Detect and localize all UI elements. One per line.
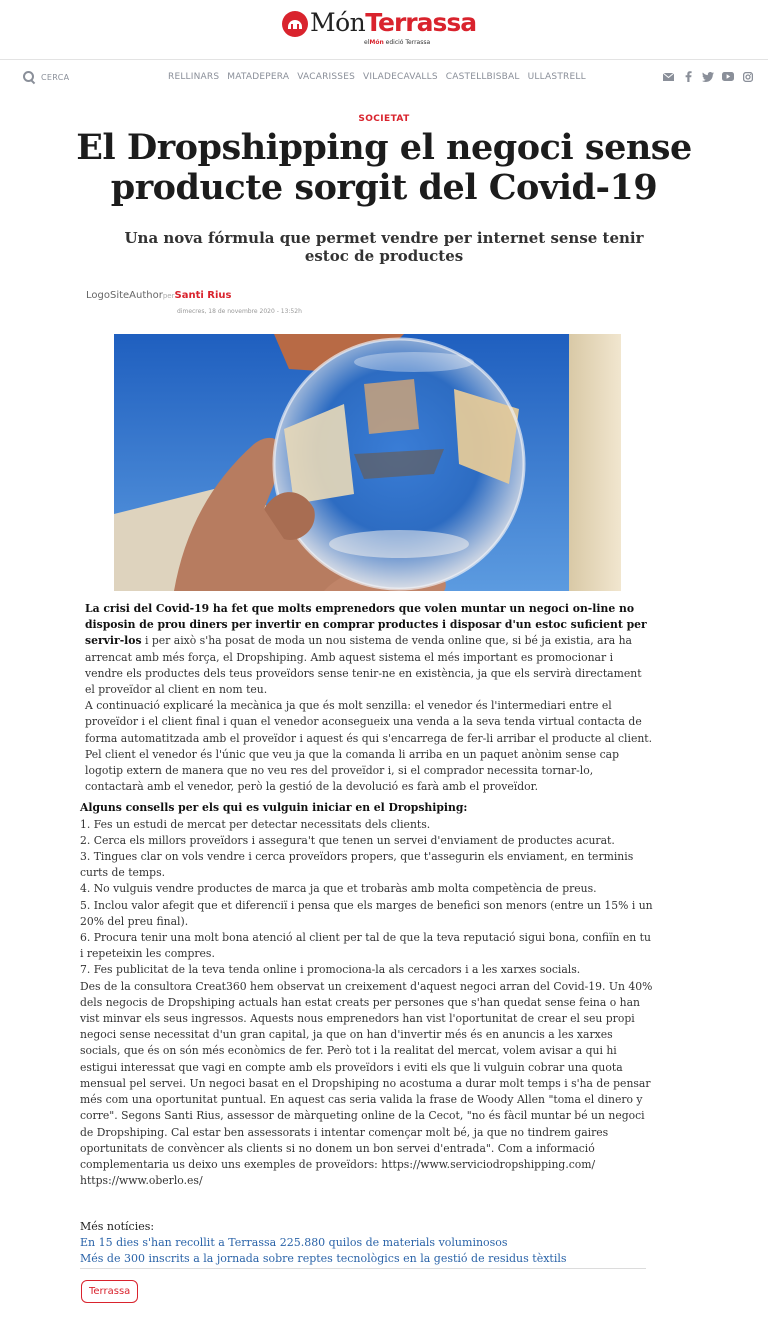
author-logo-image: LogoSiteAuthor: [86, 290, 163, 301]
closing-text: Des de la consultora Creat360 hem observat un creixement d'aquest negoci arran del Covid-19. Un 40% dels negocis de Dropshiping actuals han estat creats per persones que s'han quedat sense feina o han vist minvar els seus ingressos. Aquests nous emprenedors han vist l'oportunitat de crear el seu propi negoci sense necessitat d'un gran capital, ja que on han d'invertir més és en anuncis a les xarxes socials, que és on són més econòmics de fer. Però tot i la realitat del mercat, volem avisar a qui hi estigui interessat que vagi en compte amb els proveïdors i eviti els que li vulguin cobrar una quota mensual pel servei. Un negoci basat en el Dropshiping no acostuma a durar molt temps i s'ha de pensar més com una oportunitat puntual. En aquest cas seria valida la frase de Woody Allen "toma el dinero y corre". Segons Santi Rius, assessor de màrqueting online de la Cecot, "no és fàcil muntar bé un negoci de Dropshiping. Cal estar ben assessorats i intentar començar molt bé, ja que no tindrem gaires oportunitats de convèncer als clients si no donem un bon servei d'entrada". Com a informació complementaria us deixo uns exemples de proveïdors:: [80, 979, 653, 1171]
tip-item: 4. No vulguis vendre productes de marca ja que et trobaràs amb molta competència de preus.: [80, 882, 597, 896]
tip-item: 6. Procura tenir una molt bona atenció al client per tal de que la teva reputació sigui bona, confiïn en tu i repeteixin les compres.: [80, 931, 651, 961]
nav-link-viladecavalls[interactable]: VILADECAVALLS: [363, 72, 438, 82]
provider-link-1[interactable]: https://www.serviciodropshipping.com/: [381, 1157, 596, 1171]
lead-paragraph: [80, 601, 654, 698]
article-title: El Dropshipping el negoci sense producte sorgit del Covid-19: [76, 127, 692, 208]
more-news-title: Més notícies:: [80, 1220, 155, 1233]
more-news-link[interactable]: Més de 300 inscrits a la jornada sobre reptes tecnològics en la gestió de residus tèxtils: [80, 1252, 567, 1265]
tip-item: 3. Tingues clar on vols vendre i cerca proveïdors propers, que t'assegurin els enviament, en terminis curts de temps.: [80, 850, 634, 880]
logo-city: Terrassa: [365, 8, 477, 37]
top-nav: [0, 60, 768, 95]
edition-prefix: el: [364, 39, 370, 46]
edition-brand: Món: [369, 39, 384, 46]
edition-label: [364, 39, 430, 46]
nav-link-castellbisbal[interactable]: CASTELLBISBAL: [445, 72, 520, 82]
nav-links: [168, 72, 586, 82]
nav-link-rellinars[interactable]: RELLINARS: [168, 72, 220, 82]
site-logo[interactable]: [282, 8, 477, 46]
article-date: dimecres, 18 de novembre 2020 - 13:52h: [177, 308, 302, 315]
tips-title: Alguns consells per els qui es vulguin iniciar en el Dropshiping:: [80, 801, 468, 815]
lead-bold-text: La crisi del Covid-19 ha fet que molts emprenedors que volen muntar un negoci on-line no disposin de prou diners per invertir en comprar productes i disposar d'un estoc suficient per servir-los: [85, 602, 647, 648]
logo-mon: Món: [310, 8, 366, 37]
edition-suffix: edició Terrassa: [385, 39, 431, 46]
lead-rest-text: i per això s'ha posat de moda un nou sistema de venda online que, si bé ja existia, ara ha arrencat amb més força, el Dropshiping. Amb aquest sistema el més important es promocionar i vendre els productes dels teus proveïdors sense tenir-ne en existència, ja que els servirà directament el proveïdor al client en nom teu.: [85, 634, 642, 697]
more-news: [80, 1219, 646, 1267]
tag-terrassa[interactable]: Terrassa: [81, 1280, 138, 1303]
mail-icon[interactable]: [662, 71, 674, 82]
article-body: [80, 601, 654, 1189]
byline: [86, 290, 231, 301]
tip-item: 7. Fes publicitat de la teva tenda online i promociona-la als cercadors i a les xarxes socials.: [80, 963, 581, 977]
twitter-icon[interactable]: [702, 71, 714, 82]
provider-link-2[interactable]: https://www.oberlo.es/: [80, 1174, 203, 1188]
nav-link-matadepera[interactable]: MATADEPERA: [227, 72, 290, 82]
search-label: CERCA: [41, 72, 70, 82]
youtube-icon[interactable]: [722, 71, 734, 82]
byline-per: per: [162, 292, 175, 300]
divider: [80, 1268, 646, 1269]
tip-item: 1. Fes un estudi de mercat per detectar necessitats dels clients.: [80, 817, 431, 831]
instagram-icon[interactable]: [742, 71, 754, 82]
tip-item: 5. Inclou valor afegit que et diferenciï i pensa que els marges de benefici son menors (entre un 15% i un 20% del preu final).: [80, 898, 653, 928]
author-link[interactable]: Santi Rius: [174, 290, 232, 301]
nav-link-ullastrell[interactable]: ULLASTRELL: [527, 72, 586, 82]
site-header: [0, 0, 768, 60]
section-label[interactable]: SOCIETAT: [358, 114, 410, 124]
search-button[interactable]: [23, 71, 69, 83]
tip-item: 2. Cerca els millors proveïdors i assegura't que tenen un servei d'enviament de productes acurat.: [80, 833, 615, 847]
logo-mark-icon: [282, 11, 308, 37]
search-icon: [23, 71, 35, 83]
paragraph-2: A continuació explicaré la mecànica ja que és molt senzilla: el venedor és l'intermediari entre el proveïdor i el client final i quan el venedor aconsegueix una venda a la seva tenda virtual contacta de forma automatitzada amb el proveïdor i aquest és qui s'encarrega de fer-li arribar el producte al client. Pel client el venedor és l'únic que veu ja que la comanda li arriba en un paquet anònim sense cap logotip extern de manera que no veu res del proveïdor i, si el comprador necessita tornar-lo, contactarà amb el venedor, però la gestió de la devolució es farà amb el proveïdor.: [85, 699, 653, 794]
nav-link-vacarisses[interactable]: VACARISSES: [297, 72, 356, 82]
article-subtitle: Una nova fórmula que permet vendre per internet sense tenir estoc de productes: [124, 229, 644, 265]
social-links: [662, 71, 754, 82]
closing-paragraph: [80, 979, 654, 1190]
more-news-link[interactable]: En 15 dies s'han recollit a Terrassa 225.880 quilos de materials voluminosos: [80, 1236, 508, 1249]
article-image: [114, 334, 621, 591]
logo-text: [310, 10, 476, 36]
facebook-icon[interactable]: [682, 71, 694, 82]
